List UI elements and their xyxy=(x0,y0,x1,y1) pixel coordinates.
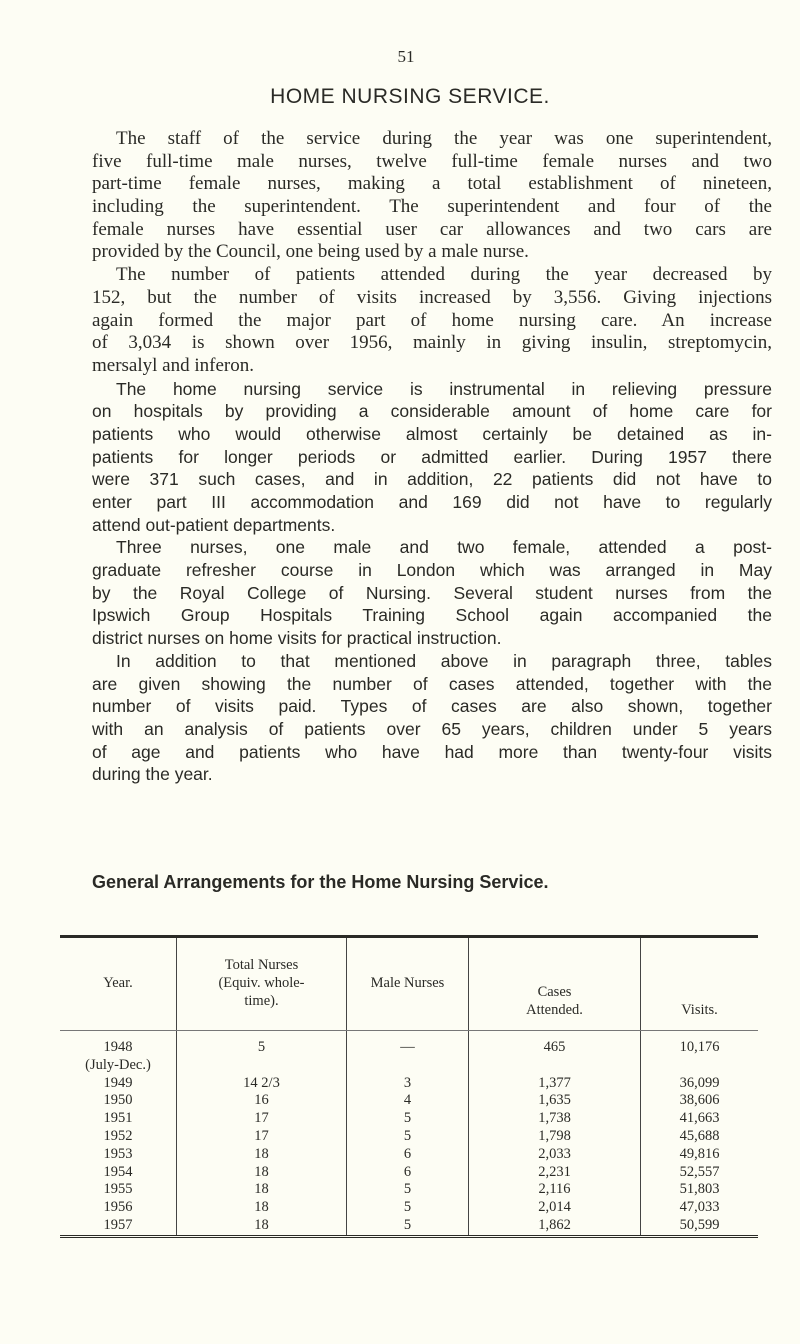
male-nurses-cell xyxy=(347,1075,469,1093)
paragraph xyxy=(92,264,772,377)
year-cell xyxy=(60,1146,177,1164)
table-bottom-rule xyxy=(60,1235,758,1242)
text-line: enter part III accommodation and 169 did not have to regularly xyxy=(92,492,772,512)
visits-cell xyxy=(641,1031,759,1075)
text-line: on hospitals by providing a considerable amount of home care for xyxy=(92,401,772,422)
paragraph xyxy=(92,128,772,264)
year-cell-value: 1953 xyxy=(103,1145,133,1162)
male-nurses-cell xyxy=(347,1110,469,1128)
total-nurses-cell-value: 16 xyxy=(254,1092,269,1109)
year-cell-value: 1951 xyxy=(103,1110,133,1127)
header-cases-attended xyxy=(469,938,641,1031)
text-line: mersalyl and inferon. xyxy=(92,354,254,376)
total-nurses-cell xyxy=(177,1075,347,1093)
visits-cell xyxy=(641,1146,759,1164)
body-text xyxy=(92,128,772,786)
table-title: General Arrangements for the Home Nursing Service. xyxy=(92,872,549,892)
male-nurses-cell-value: 3 xyxy=(403,1074,412,1091)
header-line: time). xyxy=(244,992,279,1009)
table-row xyxy=(60,1031,758,1075)
text-line: Three nurses, one male and two female, attended a post- xyxy=(116,537,772,558)
text-line: The home nursing service is instrumental in relieving pressure xyxy=(116,378,772,399)
cases-cell xyxy=(469,1217,641,1235)
text-line: part-time female nurses, making a total establishment of nineteen, xyxy=(92,173,772,195)
cases-cell xyxy=(469,1128,641,1146)
cases-cell xyxy=(469,1075,641,1093)
text-line: during the year. xyxy=(92,764,213,785)
year-cell-value: 1954 xyxy=(103,1163,133,1180)
year-note: (July-Dec.) xyxy=(85,1056,151,1073)
text-line: patients for longer periods or admitted earlier. During 1957 there xyxy=(92,446,772,467)
male-nurses-cell xyxy=(347,1199,469,1217)
text-line: provided by the Council, one being used by a male nurse. xyxy=(92,241,529,263)
visits-cell-value: 36,099 xyxy=(679,1074,720,1091)
table-row xyxy=(60,1199,758,1217)
total-nurses-cell-value: 14 2/3 xyxy=(243,1074,280,1091)
cases-cell xyxy=(469,1146,641,1164)
text-line: 152, but the number of visits increased by 3,556. Giving injections xyxy=(92,286,772,308)
male-nurses-cell-value: 5 xyxy=(403,1199,412,1216)
text-line: were 371 such cases, and in addition, 22 patients did not have to xyxy=(92,469,772,490)
visits-cell-value: 50,599 xyxy=(679,1216,720,1233)
cases-cell-value: 465 xyxy=(543,1039,566,1055)
total-nurses-cell xyxy=(177,1181,347,1199)
text-line: The number of patients attended during the year decreased by xyxy=(116,264,772,286)
year-cell xyxy=(60,1092,177,1110)
male-nurses-cell xyxy=(347,1181,469,1199)
header-line: (Equiv. whole- xyxy=(218,975,305,992)
total-nurses-cell xyxy=(177,1031,347,1075)
visits-cell xyxy=(641,1217,759,1235)
total-nurses-cell-value: 18 xyxy=(254,1216,269,1233)
visits-cell xyxy=(641,1199,759,1217)
male-nurses-cell-value: 6 xyxy=(403,1145,412,1162)
table-row xyxy=(60,1181,758,1199)
year-cell-value: 1955 xyxy=(103,1181,133,1198)
text-line: number of visits paid. Types of cases are also shown, together xyxy=(92,696,772,717)
total-nurses-cell-value: 18 xyxy=(254,1181,269,1198)
year-cell xyxy=(60,1217,177,1235)
visits-cell xyxy=(641,1092,759,1110)
year-cell-value: 1952 xyxy=(103,1127,133,1144)
year-cell xyxy=(60,1128,177,1146)
year-cell xyxy=(60,1031,177,1075)
year-cell-value: 1950 xyxy=(103,1092,133,1109)
text-line: patients who would otherwise almost certainly be detained as in- xyxy=(92,423,772,444)
text-line: five full-time male nurses, twelve full-time female nurses and two xyxy=(92,150,772,172)
total-nurses-cell xyxy=(177,1164,347,1182)
male-nurses-cell xyxy=(347,1031,469,1075)
total-nurses-cell xyxy=(177,1199,347,1217)
text-line: are given showing the number of cases attended, together with the xyxy=(92,673,772,694)
male-nurses-cell-value: 5 xyxy=(403,1216,412,1233)
header-line: Total Nurses xyxy=(224,957,299,974)
text-line: with an analysis of patients over 65 years, children under 5 years xyxy=(92,718,772,739)
paragraph xyxy=(92,536,772,649)
male-nurses-cell-value: 4 xyxy=(403,1092,412,1109)
male-nurses-cell xyxy=(347,1092,469,1110)
visits-cell xyxy=(641,1128,759,1146)
table-row xyxy=(60,1075,758,1093)
year-cell xyxy=(60,1181,177,1199)
total-nurses-cell-value: 18 xyxy=(254,1163,269,1180)
year-cell-value: 1949 xyxy=(103,1074,133,1091)
year-cell xyxy=(60,1164,177,1182)
male-nurses-cell-value: 5 xyxy=(403,1127,412,1144)
page-number: 51 xyxy=(397,47,415,66)
cases-cell-value: 2,033 xyxy=(538,1145,571,1162)
cases-cell-value: 2,014 xyxy=(538,1199,571,1216)
text-line: Ipswich Group Hospitals Training School again accompanied the xyxy=(92,605,772,626)
visits-cell xyxy=(641,1164,759,1182)
male-nurses-cell xyxy=(347,1146,469,1164)
header-total-nurses xyxy=(177,938,347,1031)
total-nurses-cell xyxy=(177,1146,347,1164)
total-nurses-cell xyxy=(177,1128,347,1146)
header-line: Attended. xyxy=(526,1002,583,1019)
total-nurses-cell-value: 5 xyxy=(257,1039,266,1055)
text-line: again formed the major part of home nursing care. An increase xyxy=(92,309,772,331)
visits-cell xyxy=(641,1110,759,1128)
total-nurses-cell-value: 17 xyxy=(254,1110,269,1127)
table-row xyxy=(60,1110,758,1128)
male-nurses-cell-value: — xyxy=(400,1039,415,1055)
text-line: district nurses on home visits for practical instruction. xyxy=(92,628,502,649)
visits-cell-value: 45,688 xyxy=(679,1127,720,1144)
cases-cell xyxy=(469,1092,641,1110)
visits-cell-value: 49,816 xyxy=(679,1145,720,1162)
cases-cell-value: 1,862 xyxy=(538,1216,571,1233)
text-line: including the superintendent. The superintendent and four of the xyxy=(92,196,772,218)
male-nurses-cell xyxy=(347,1128,469,1146)
visits-cell xyxy=(641,1181,759,1199)
visits-cell-value: 52,557 xyxy=(679,1163,720,1180)
year-cell-value: 1956 xyxy=(103,1199,133,1216)
arrangements-table xyxy=(60,935,758,1242)
cases-cell-value: 1,738 xyxy=(538,1110,571,1127)
cases-cell-value: 1,798 xyxy=(538,1127,571,1144)
text-line: of 3,034 is shown over 1956, mainly in giving insulin, streptomycin, xyxy=(92,332,772,354)
cases-cell-value: 1,377 xyxy=(538,1074,571,1091)
cases-cell xyxy=(469,1199,641,1217)
cases-cell xyxy=(469,1110,641,1128)
cases-cell xyxy=(469,1181,641,1199)
text-line: graduate refresher course in London which was arranged in May xyxy=(92,560,772,581)
text-line: attend out-patient departments. xyxy=(92,514,336,535)
male-nurses-cell xyxy=(347,1164,469,1182)
visits-cell-value: 41,663 xyxy=(679,1110,720,1127)
paragraph xyxy=(92,650,772,786)
page-heading: HOME NURSING SERVICE. xyxy=(270,85,550,108)
total-nurses-cell xyxy=(177,1110,347,1128)
text-line: In addition to that mentioned above in paragraph three, tables xyxy=(116,650,772,671)
text-line: of age and patients who have had more than twenty-four visits xyxy=(92,741,772,762)
visits-cell-value: 47,033 xyxy=(679,1199,720,1216)
cases-cell xyxy=(469,1164,641,1182)
header-line: Cases xyxy=(537,984,572,1001)
text-line: by the Royal College of Nursing. Several student nurses from the xyxy=(92,582,772,603)
header-male-nurses: Male Nurses xyxy=(347,938,469,1031)
table-row xyxy=(60,1217,758,1235)
total-nurses-cell-value: 18 xyxy=(254,1145,269,1162)
table-header-row xyxy=(60,938,758,1031)
cases-cell-value: 1,635 xyxy=(538,1092,571,1109)
total-nurses-cell xyxy=(177,1217,347,1235)
table-row xyxy=(60,1128,758,1146)
text-line: female nurses have essential user car allowances and two cars are xyxy=(92,218,772,240)
year-cell-value: 1957 xyxy=(103,1216,133,1233)
male-nurses-cell xyxy=(347,1217,469,1235)
year-cell xyxy=(60,1199,177,1217)
total-nurses-cell-value: 17 xyxy=(254,1127,269,1144)
cases-cell xyxy=(469,1031,641,1075)
paragraph xyxy=(92,378,772,537)
header-visits: Visits. xyxy=(641,938,759,1031)
cases-cell-value: 2,231 xyxy=(538,1163,571,1180)
total-nurses-cell xyxy=(177,1092,347,1110)
year-cell xyxy=(60,1110,177,1128)
year-cell-value: 1948 xyxy=(103,1039,133,1055)
visits-cell-value: 10,176 xyxy=(679,1039,720,1055)
visits-cell-value: 51,803 xyxy=(679,1181,720,1198)
table-row xyxy=(60,1146,758,1164)
header-year: Year. xyxy=(60,938,177,1031)
year-cell xyxy=(60,1075,177,1093)
visits-cell-value: 38,606 xyxy=(679,1092,720,1109)
total-nurses-cell-value: 18 xyxy=(254,1199,269,1216)
text-line: The staff of the service during the year was one superintendent, xyxy=(116,128,772,149)
male-nurses-cell-value: 6 xyxy=(403,1163,412,1180)
male-nurses-cell-value: 5 xyxy=(403,1110,412,1127)
visits-cell xyxy=(641,1075,759,1093)
cases-cell-value: 2,116 xyxy=(538,1181,571,1198)
table-row xyxy=(60,1092,758,1110)
table-row xyxy=(60,1164,758,1182)
male-nurses-cell-value: 5 xyxy=(403,1181,412,1198)
